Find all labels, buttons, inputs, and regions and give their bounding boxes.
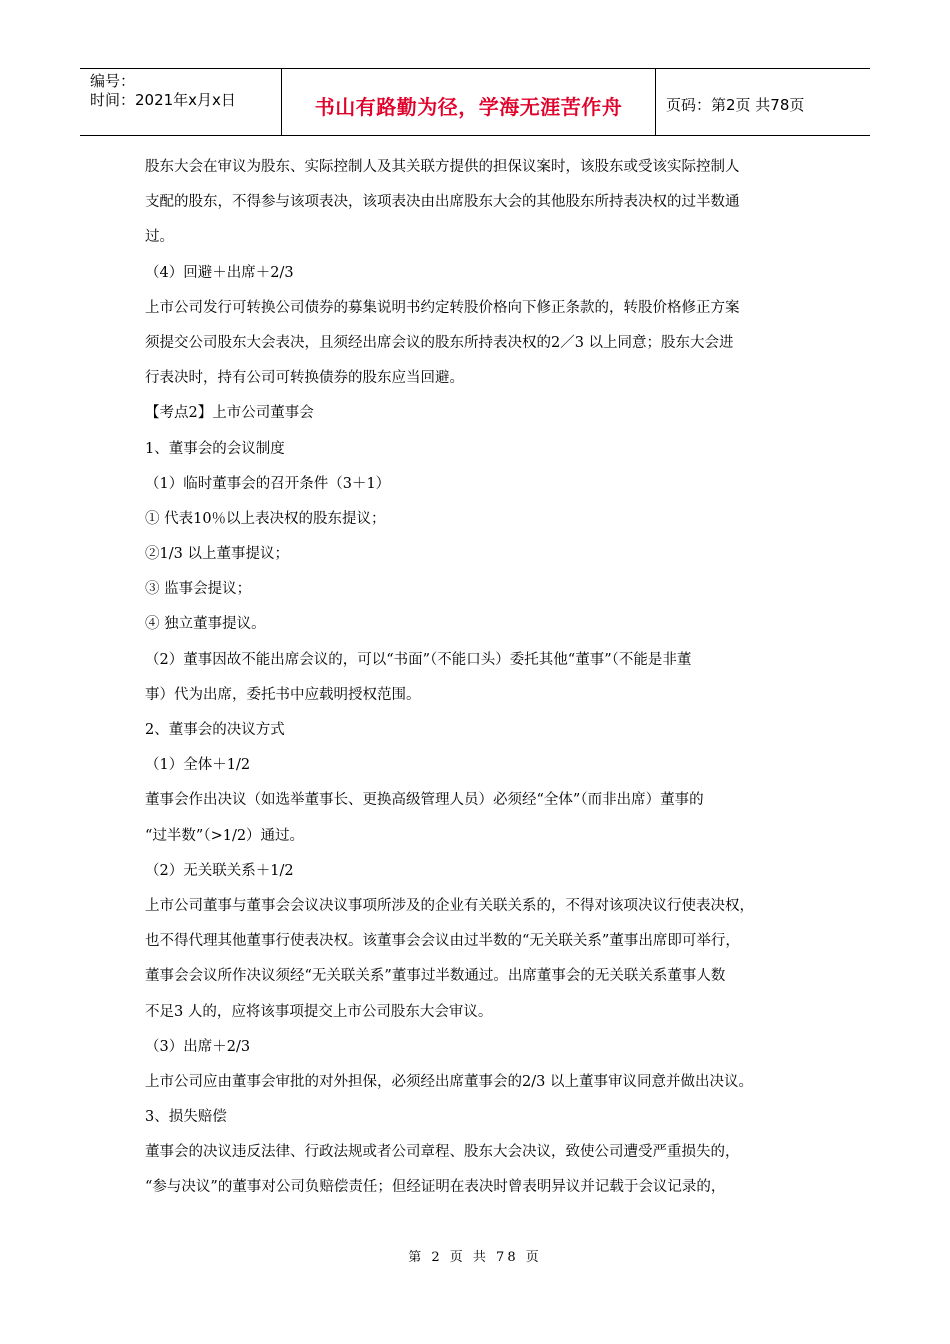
body-line: 事）代为出席，委托书中应载明授权范围。 <box>145 686 421 703</box>
body-line: “过半数”（>1/2）通过。 <box>145 827 305 844</box>
body-line: ① 代表10％以上表决权的股东提议； <box>145 510 386 527</box>
page-footer: 第 2 页 共 78 页 <box>408 1250 542 1265</box>
body-line: 行表决时，持有公司可转换债券的股东应当回避。 <box>145 370 464 387</box>
body-line: 【考点2】上市公司董事会 <box>145 405 314 422</box>
motto-text: 书山有路勤为径，学海无涯苦作舟 <box>314 94 623 119</box>
body-line: （4）回避＋出席＋2/3 <box>145 264 294 281</box>
body-line: （2）董事因故不能出席会议的，可以“书面”（不能口头）委托其他“董事”（不能是非董 <box>145 651 692 668</box>
header-motto-cell <box>282 69 656 135</box>
serial-number-label: 编号： <box>90 72 136 90</box>
body-line: 上市公司发行可转换公司债券的募集说明书约定转股价格向下修正条款的，转股价格修正方案 <box>145 299 740 316</box>
body-line: 须提交公司股东大会表决，且须经出席会议的股东所持表决权的2／3 以上同意；股东大会进 <box>145 334 734 351</box>
body-line: 支配的股东，不得参与该项表决，该项表决由出席股东大会的其他股东所持表决权的过半数通 <box>145 194 740 211</box>
body-line: （3）出席＋2/3 <box>145 1038 251 1055</box>
document-header <box>80 68 870 136</box>
body-line: 2、董事会的决议方式 <box>145 722 285 738</box>
body-line: 3、损失赔偿 <box>145 1109 227 1126</box>
body-line: （1）临时董事会的召开条件（3＋1） <box>145 475 391 492</box>
document-body <box>145 150 825 1206</box>
page-number-label: 页码：第2页 共78页 <box>666 95 805 114</box>
body-line: 董事会的决议违反法律、行政法规或者公司章程、股东大会决议，致使公司遭受严重损失的， <box>145 1144 740 1161</box>
body-line: （1）全体＋1/2 <box>145 757 251 774</box>
body-line: 上市公司应由董事会审批的对外担保，必须经出席董事会的2/3 以上董事审议同意并做出决议。 <box>145 1073 753 1090</box>
body-line: 董事会作出决议（如选举董事长、更换高级管理人员）必须经“全体”（而非出席）董事的 <box>145 792 704 809</box>
body-line: 股东大会在审议为股东、实际控制人及其关联方提供的担保议案时，该股东或受该实际控制人 <box>145 159 740 175</box>
body-line: 上市公司董事与董事会会议决议事项所涉及的企业有关联关系的，不得对该项决议行使表决权， <box>145 897 754 914</box>
header-page-cell <box>656 69 870 135</box>
body-line: 1、董事会的会议制度 <box>145 440 285 457</box>
body-line: ③ 监事会提议； <box>145 581 252 598</box>
date-label: 时间：2021年x月x日 <box>90 91 236 109</box>
body-line: 过。 <box>145 229 174 246</box>
body-line: ②1/3 以上董事提议； <box>145 546 289 563</box>
body-line: （2）无关联关系＋1/2 <box>145 862 294 879</box>
body-line: 不足3 人的，应将该事项提交上市公司股东大会审议。 <box>145 1003 493 1020</box>
body-line: ④ 独立董事提议。 <box>145 616 266 633</box>
header-meta <box>80 69 282 135</box>
body-line: 董事会会议所作决议须经“无关联关系”董事过半数通过。出席董事会的无关联关系董事人数 <box>145 968 726 985</box>
body-line: “参与决议”的董事对公司负赔偿责任；但经证明在表决时曾表明异议并记载于会议记录的， <box>145 1179 726 1196</box>
body-line: 也不得代理其他董事行使表决权。该董事会会议由过半数的“无关联关系”董事出席即可举行， <box>145 933 740 950</box>
